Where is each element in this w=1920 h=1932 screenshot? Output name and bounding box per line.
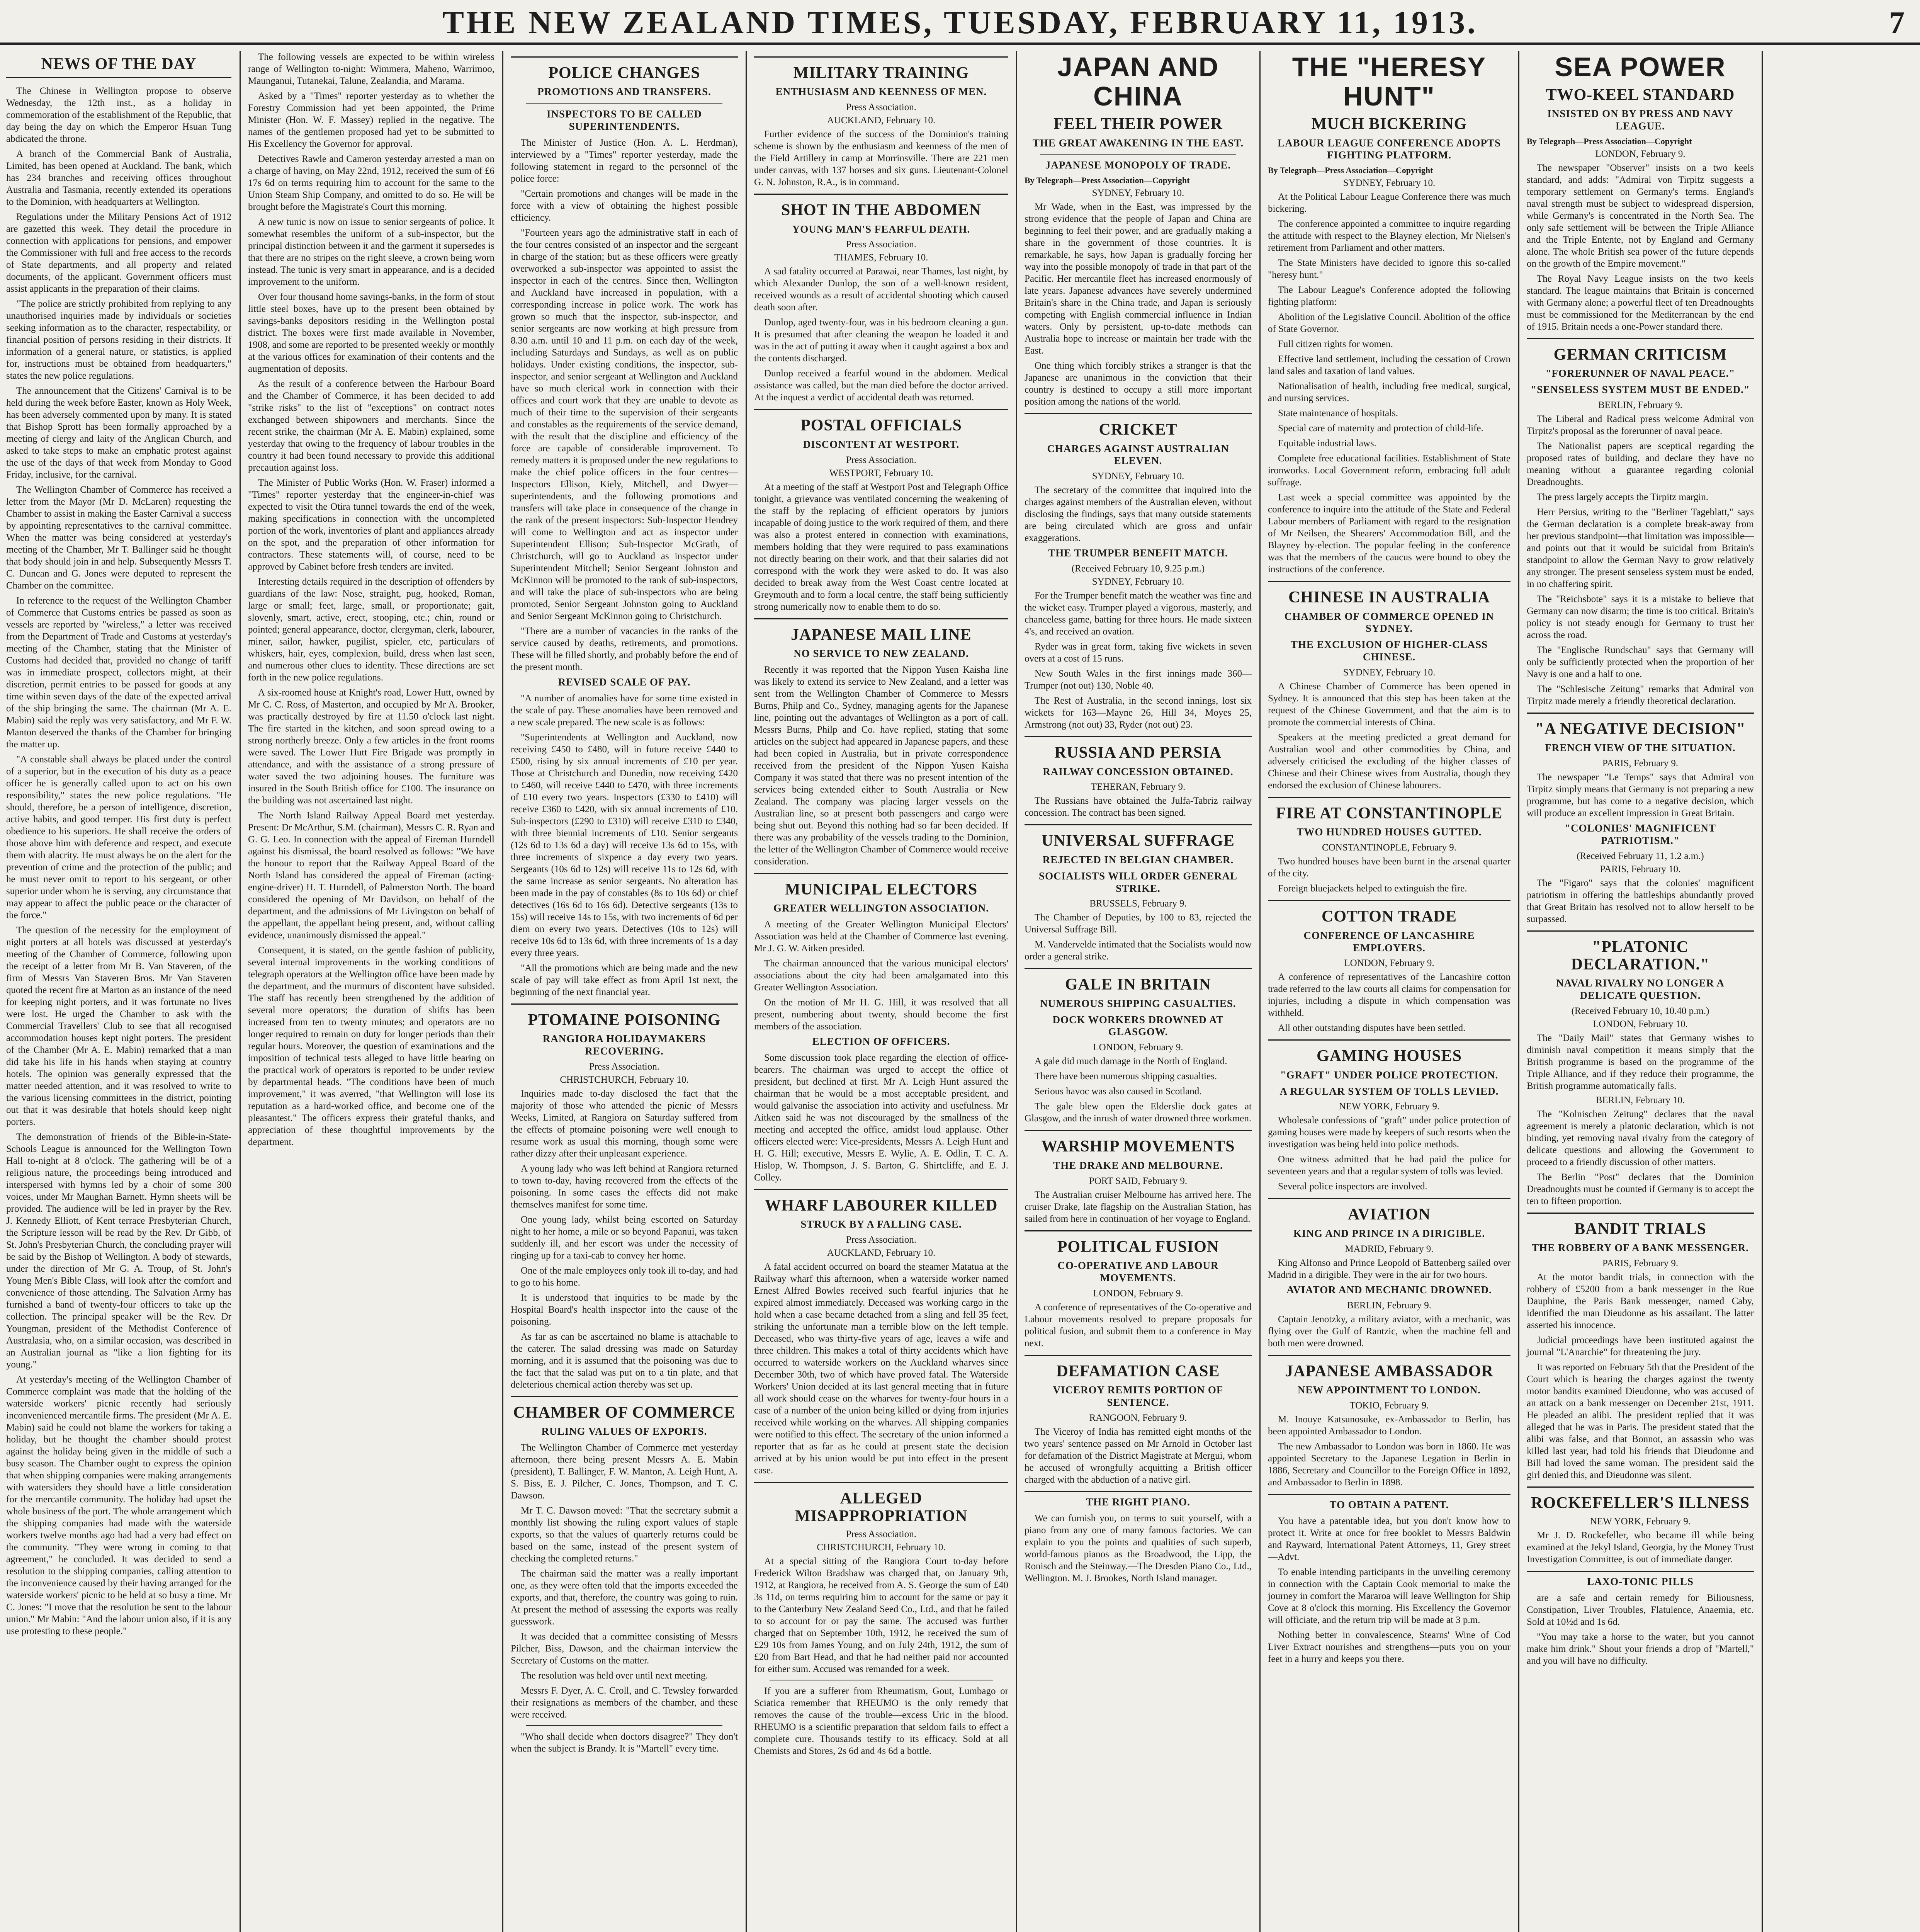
article-headline: TWO-KEEL STANDARD — [1546, 86, 1735, 104]
article-fire-at-constantinople — [1268, 797, 1511, 895]
news-paragraph: The announcement that the Citizens' Carnival is to be held during the week before Easter, known as Holy Week, has been adversely commented upon by many. It is stated that Bishop Sprott has been formally approached by a meeting of clergy and laity of the Anglican Church, and asked to take steps to make an emphatic protest against the use of the days of that week from Monday to Good Friday, inclusive, for the carnival. — [6, 386, 231, 480]
article-wharf-labourer-killed — [754, 1189, 1008, 1476]
article-paragraph: One thing which forcibly strikes a stranger is that the Japanese are unanimous in the conviction that their country is destined to occupy a still more important position among the nations of the world. — [1025, 361, 1252, 407]
article-paragraph: The Nationalist papers are sceptical regarding the proposed rates of building, and declare they have no meaning without a guarantee regarding colonial Dreadnoughts. — [1527, 440, 1754, 487]
column-sea-power — [1521, 51, 1760, 1932]
news-paragraph: Consequent, it is stated, on the gentle fashion of publicity, several internal improvements in the working conditions of telegraph operators at the Wellington office have been made by the department, and the murmurs of discontent have subsided. The staff has recently been strengthened by the addition of several more operators; the duration of shifts has been increased from ten to twenty minutes; and operators are no longer required to remain on duty for longer periods than their regular hours. Moreover, the question of examinations and the imposition of technical tests alleged to have little bearing on the practical work of operators is reported to be under review by departmental heads. "The conditions have been of much improvement," it was averred, "that Wellington will lose its reputation as a hard-worked office, and become one of the pleasantest." The officers express their grateful thanks, and appreciation of these thoughtful improvements by the department. — [248, 945, 494, 1147]
article-paragraph: A gale did much damage in the North of England. — [1035, 1056, 1227, 1067]
news-paragraph: Asked by a "Times" reporter yesterday as to whether the Forestry Commission had yet been appointed, the Prime Minister (Hon. W. F. Massey) replied in the negative. The names of the gentlemen proposed had yet to be submitted to His Excellency the Governor for approval. — [248, 91, 494, 149]
article-paragraph: There have been numerous shipping casualties. — [1035, 1071, 1217, 1082]
press-credit: Press Association. — [846, 239, 916, 250]
article-headline: FEEL THEIR POWER — [1053, 115, 1223, 133]
advertisement-text: We can furnish you, on terms to suit yourself, with a piano from any one of many famous factories. We can explain to you the points and qualities of such superb, world-famous pianos as the Broadwood, the Lipp, the Ronisch and the Steinway.—The Dresden Piano Co., Ltd., Wellington. M. J. Brookes, North Island manager. — [1025, 1513, 1252, 1583]
dateline: TEHERAN, February 9. — [1091, 782, 1186, 793]
press-credit: Press Association. — [846, 1529, 916, 1539]
article-paragraph: Dunlop, aged twenty-four, was in his bedroom cleaning a gun. It is presumed that after cleaning the weapon he loaded it and was in the act of putting it away when it caught against a box and the contents discharged. — [754, 317, 1008, 364]
dateline: PORT SAID, February 9. — [1089, 1175, 1188, 1186]
article-universal-suffrage — [1025, 824, 1252, 963]
article-headline: UNIVERSAL SUFFRAGE — [1042, 832, 1235, 850]
advertisement-heading: TO OBTAIN A PATENT. — [1329, 1498, 1449, 1510]
article-subhead: THE GREAT AWAKENING IN THE EAST. — [1032, 137, 1244, 149]
news-paragraph: Over four thousand home savings-banks, in the form of stout little steel boxes, have up to the present been obtained by savings-banks depositors residing in the Wellington postal district. The boxes were first made available in November, 1908, and some are reported to be presented weekly or monthly at the various offices for examination of their contents and the augmentation of deposits. — [248, 292, 494, 374]
article-defamation-case — [1025, 1355, 1252, 1486]
column-rule — [746, 51, 747, 1932]
press-credit: Press Association. — [846, 454, 916, 465]
article-headline: BANDIT TRIALS — [1574, 1220, 1706, 1238]
article-subhead: JAPANESE MONOPOLY OF TRADE. — [1045, 159, 1231, 171]
column-rule — [1762, 51, 1763, 1932]
article-feel-their-power — [1025, 116, 1252, 408]
dateline: NEW YORK, February 9. — [1590, 1516, 1691, 1527]
article-paragraph: Two hundred houses have been burnt in the arsenal quarter of the city. — [1268, 856, 1511, 879]
article-headline: GERMAN CRITICISM — [1553, 345, 1727, 364]
article-paragraph: A Chinese Chamber of Commerce has been opened in Sydney. It is announced that this step has been taken at the request of the Chinese Government, and that the aim is to promote the commercial interests of China. — [1268, 681, 1511, 728]
news-paragraph: The North Island Railway Appeal Board met yesterday. Present: Dr McArthur, S.M. (chairman), Messrs C. R. Ryan and G. G. Leo. In connection with the appeal of Fireman Hurndell against his dismissal, the board resolved as follows: "We have the honour to report that the Railway Appeal Board of the North Island has considered the appeal of Fireman (acting-engine-driver) H. T. Hurndell, of Palmerston North. The board considered the opening of Mr Davidson, on behalf of the department, and the admissions of Mr Livingston on behalf of the appellant, the appellant being present, and, without calling evidence, unanimously dismissed the appeal." — [248, 810, 494, 940]
article-subhead: CHAMBER OF COMMERCE OPENED IN SYDNEY. — [1284, 610, 1494, 634]
article-subhead: "GRAFT" UNDER POLICE PROTECTION. — [1280, 1069, 1499, 1081]
article-headline: CHAMBER OF COMMERCE — [513, 1403, 736, 1422]
dateline: PARIS, February 9. — [1602, 758, 1679, 769]
news-paragraph: Interesting details required in the description of offenders by guardians of the law: Nose, straight, pug, hooked, Roman, large or small; feet, large, small, or proportionate; gait, slovenly, smart, active, erect, stooping, etc.; chin, round or pointed; general appearance, doctor, clergyman, clerk, labourer, miner, sailor, hawker, pugilist, spieler, etc, particulars of whiskers, hair, eyes, complexion, build, dress when last seen, and numerous other clues to identity. These directions are set forth in the new police regulations. — [248, 577, 494, 683]
article-subhead: NUMEROUS SHIPPING CASUALTIES. — [1040, 997, 1236, 1009]
article-paragraph: "All the promotions which are being made and the new scale of pay will take effect as from April 1st next, the beginning of the next financial year. — [511, 963, 738, 997]
article-russia-and-persia — [1025, 736, 1252, 819]
advertisement-piano — [1025, 1491, 1252, 1584]
article-subhead: ELECTION OF OFFICERS. — [812, 1036, 950, 1048]
platform-item: Abolition of the Legislative Council. Abolition of the office of State Governor. — [1268, 312, 1511, 335]
section-headline: JAPAN AND CHINA — [1057, 52, 1219, 111]
article-paragraph: New South Wales in the first innings made 360—Trumper (not out) 130, Noble 40. — [1025, 668, 1252, 691]
article-paragraph: A meeting of the Greater Wellington Municipal Electors' Association was held at the Chamber of Commerce last evening. Mr J. G. W. Aitken presided. — [754, 919, 1008, 954]
news-paragraph: Detectives Rawle and Cameron yesterday arrested a man on a charge of having, on May 22nd, 1912, received the sum of £6 17s 6d on terms requiring him to account for the same to the Union Steam Ship Company, and omitted to do so. He will be brought before the Magistrate's Court this morning. — [248, 154, 494, 212]
news-paragraph: The Chinese in Wellington propose to observe Wednesday, the 12th inst., as a holiday in commemoration of the establishment of the Republic, that day being the day on which the Emperor Hsuan Tung abdicated the throne. — [6, 86, 231, 145]
article-german-criticism — [1527, 338, 1754, 707]
article-paragraph: At the Political Labour League Conference there was much bickering. — [1268, 192, 1511, 214]
article-subhead: VICEROY REMITS PORTION OF SENTENCE. — [1053, 1384, 1223, 1408]
masthead — [0, 0, 1920, 45]
article-aviation — [1268, 1198, 1511, 1349]
article-paragraph: The Minister of Justice (Hon. A. L. Herdman), interviewed by a "Times" reporter yesterday, made the following statement in regard to the personnel of the police force: — [511, 137, 738, 184]
dateline: NEW YORK, February 9. — [1339, 1101, 1440, 1112]
article-subhead: TWO HUNDRED HOUSES GUTTED. — [1296, 826, 1482, 838]
article-headline: SHOT IN THE ABDOMEN — [781, 201, 982, 219]
article-subhead: NO SERVICE TO NEW ZEALAND. — [793, 648, 969, 660]
page-number: 7 — [1889, 6, 1905, 40]
article-subhead: DOCK WORKERS DROWNED AT GLASGOW. — [1052, 1014, 1224, 1038]
news-paragraph: As the result of a conference between the Harbour Board and the Chamber of Commerce, it has been decided to add "strike risks" to the list of "exceptions" on contract notes exchanged between shipowners and merchants. Since the recent strike, the chairman (Mr A. E. Mabin) explained, some yesterday that owing to the frequency of labour troubles in the country it had been found necessary to provide this additional precaution against loss. — [248, 379, 494, 473]
dateline: MADRID, February 9. — [1345, 1243, 1434, 1254]
advertisement-text: "You may take a horse to the water, but you cannot make him drink." Shout your friends a drop of "Martell," and you will have no difficulty. — [1527, 1631, 1754, 1666]
article-paragraph: Several police inspectors are involved. — [1278, 1181, 1427, 1192]
column-news-continued — [242, 51, 501, 1932]
news-paragraph: A branch of the Commercial Bank of Australia, Limited, has been opened at Auckland. The bank, which has 234 branches and receiving offices throughout Australia and Tasmania, recently extended its operations to the Dominion, with headquarters at Wellington. — [6, 149, 231, 207]
article-headline: DEFAMATION CASE — [1056, 1362, 1220, 1380]
article-paragraph: Judicial proceedings have been instituted against the journal "L'Anarchie" for threatening the jury. — [1527, 1335, 1754, 1358]
article-paragraph: Mr T. C. Dawson moved: "That the secretary submit a monthly list showing the ruling export values of staple exports, so that the values of quarterly returns could be based on the same, instead of the present system of checking the completed returns." — [511, 1505, 738, 1564]
article-paragraph: The newspaper "Le Temps" says that Admiral von Tirpitz simply means that Germany is not preparing a new programme, but has come to a negative decision, which will produce an excellent impression in Great Britain. — [1527, 772, 1754, 818]
news-paragraph: In reference to the request of the Wellington Chamber of Commerce that Customs entries be passed as soon as vessels are reported by "wireless," a letter was received from the Department of Trade and Customs at yesterday's meeting of the Chamber, stating that the Minister of Customs had decided that, provided no change of tariff was in immediate prospect, collectors might, at their discretion, permit entries to be passed for goods at any time within seven days of the date of the expected arrival of the ship bringing the same. The chairman (Mr A. E. Mabin) said the reply was very satisfactory, and Mr F. W. Manton deserved the thanks of the Chamber for bringing the matter up. — [6, 595, 231, 750]
article-two-keel-standard — [1527, 87, 1754, 333]
news-paragraph: "A constable shall always be placed under the control of a superior, but in the execution of his duty as a peace officer he is generally called upon to act on his own responsibility," states the new police regulations. "He should, therefore, be a person of intelligence, discretion, active habits, and good temper. His first duty is perfect obedience to his superiors. He shall receive the orders of those above him with deference and respect, and execute them with alacrity. He must always be on the alert for the prevention of crime and the protection of the public; and he must never omit to report to his sergeant, or other superior under whom he is serving, any circumstance that may appear to affect the public peace or the character of the force." — [6, 754, 231, 921]
article-political-fusion — [1025, 1230, 1252, 1349]
article-paragraph: Some discussion took place regarding the election of office-bearers. The chairman was urged to accept the office of president, but declined at first. Mr A. Leigh Hunt assured the chairman that he would be a most acceptable president, and would galvanise the association into activity and usefulness. Mr Aitken said he was not discouraged by the smallness of the meeting and accepted the office, amidst loud applause. Other officers elected were: Vice-presidents, Messrs A. Leigh Hunt and H. G. Hill; executive, Messrs E. Wylie, A. E. Odlin, T. C. A. Hislop, W. Thompson, J. S. Barton, G. Shirtcliffe, and E. J. Colley. — [754, 1052, 1008, 1183]
article-headline: JAPANESE AMBASSADOR — [1285, 1362, 1494, 1380]
article-paragraph: A conference of representatives of the Co-operative and Labour movements resolved to prepare proposals for political fusion, and submit them to a conference in May next. — [1025, 1302, 1252, 1349]
article-subhead: CONFERENCE OF LANCASHIRE EMPLOYERS. — [1303, 929, 1475, 954]
divider — [526, 103, 722, 104]
article-paragraph: The conference appointed a committee to inquire regarding the attitude with respect to the Blayney election, Mr Nielsen's retirement from Parliament and other matters. — [1268, 219, 1511, 253]
article-subhead: CHARGES AGAINST AUSTRALIAN ELEVEN. — [1047, 442, 1229, 467]
column-rule — [1016, 51, 1017, 1932]
column-police-changes — [505, 51, 744, 1932]
dateline: TOKIO, February 9. — [1349, 1400, 1429, 1411]
advertisement-laxo-tonic — [1527, 1571, 1754, 1667]
dateline: AUCKLAND, February 10. — [827, 115, 936, 126]
article-headline: AVIATION — [1347, 1206, 1431, 1224]
article-paragraph: At the motor bandit trials, in connection with the robbery of £5200 from a bank messenger in the Rue Dauphine, the Paris Bank messenger, named Caby, identified the man Dieudonne as his assailant. The latter asserted his innocence. — [1527, 1272, 1754, 1331]
article-headline: CHINESE IN AUSTRALIA — [1288, 588, 1490, 607]
article-headline: GALE IN BRITAIN — [1065, 976, 1211, 994]
article-paragraph: On the motion of Mr H. G. Hill, it was resolved that all present, numbering about twenty, should become the first members of the association. — [754, 997, 1008, 1032]
article-subhead: INSISTED ON BY PRESS AND NAVY LEAGUE. — [1547, 107, 1733, 132]
dateline: THAMES, February 10. — [834, 252, 928, 263]
article-gaming-houses — [1268, 1039, 1511, 1192]
article-paragraph: "There are a number of vacancies in the ranks of the service caused by deaths, retirements, and promotions. These will be filled shortly, and probably before the end of the present month. — [511, 626, 738, 672]
article-subhead: PROMOTIONS AND TRANSFERS. — [537, 86, 711, 98]
article-paragraph: One of the male employees only took ill to-day, and had to go to his home. — [511, 1265, 738, 1288]
article-headline: PTOMAINE POISONING — [528, 1011, 721, 1029]
dateline: BRUSSELS, February 9. — [1089, 898, 1187, 909]
article-paragraph: The newspaper "Observer" insists on a two keels standard, and adds: "Admiral von Tirpitz suggests a temporary settlement on Germany's terms. England's naval strength must be subject to widespread dispersion, while Germany's is concentrated in the North Sea. The only safe settlement will be between the Triple Alliance and the Triple Entente, not by England and Germany alone. The whole British sea power of the future depends on the growth of the Empire movement." — [1527, 162, 1754, 269]
article-paragraph: One young lady, whilst being escorted on Saturday night to her home, a mile or so beyond Papanui, was taken suddenly ill, and her escort was under the necessity of ringing up for a taxi-cab to convey her home. — [511, 1214, 738, 1261]
article-police-changes — [511, 56, 738, 998]
platform-item: Special care of maternity and protection of child-life. — [1278, 423, 1483, 434]
article-paragraph: Speakers at the meeting predicted a great demand for Australian wool and other commodities by China, and adversely criticised the excluding of the higher classes of Chinese and their Chinese wives from Australia, though they endorsed the exclusion of Chinese labourers. — [1268, 732, 1511, 791]
dateline: LONDON, February 9. — [1344, 958, 1434, 969]
article-headline: POSTAL OFFICIALS — [800, 417, 962, 435]
article-shot-in-the-abdomen — [754, 194, 1008, 403]
article-paragraph: The "Kolnischen Zeitung" declares that the naval agreement is merely a platonic declaration, which is not binding, yet removing naval rivalry from the category of delicate questions and allowing the Government to proceed to a friendly discussion of other matters. — [1527, 1109, 1754, 1168]
column-rule — [240, 51, 241, 1932]
news-paragraph: To enable intending participants in the unveiling ceremony in connection with the Captain Cook memorial to make the journey in comfort the Mararoa will leave Wellington for Ship Cove at 8 o'clock this morning. His Excellency the Governor will officiate, and the return trip will be made at 3 p.m. — [1268, 1566, 1511, 1625]
dateline: BERLIN, February 9. — [1598, 400, 1683, 410]
article-chinese-in-australia — [1268, 581, 1511, 791]
article-subhead: THE DRAKE AND MELBOURNE. — [1053, 1159, 1223, 1171]
advertisement-text: You have a patentable idea, but you don't know how to protect it. Write at once for free booklet to Messrs Baldwin and Rayward, International Patent Attorneys, 11, Grey street—Advt. — [1268, 1515, 1511, 1562]
newspaper-title: THE NEW ZEALAND TIMES, TUESDAY, FEBRUARY 11, 1913. — [442, 5, 1478, 41]
article-headline: MUCH BICKERING — [1311, 115, 1467, 133]
article-paragraph: Ryder was in great form, taking five wickets in seven overs at a cost of 15 runs. — [1025, 641, 1252, 664]
article-subhead: LABOUR LEAGUE CONFERENCE ADOPTS FIGHTING PLATFORM. — [1278, 137, 1501, 161]
dateline: LONDON, February 9. — [1093, 1042, 1183, 1053]
dateline: SYDNEY, February 10. — [1343, 667, 1436, 678]
article-paragraph: The chairman said the matter was a really important one, as they were often told that the imports exceeded the exports, and that, therefore, the country was going to ruin. At present the method of assessing the exports was really guesswork. — [511, 1568, 738, 1627]
article-subhead: NEW APPOINTMENT TO LONDON. — [1297, 1384, 1481, 1396]
dateline: CONSTANTINOPLE, February 9. — [1322, 842, 1456, 853]
article-headline: ROCKEFELLER'S ILLNESS — [1531, 1494, 1750, 1512]
news-paragraph: A new tunic is now on issue to senior sergeants of police. It somewhat resembles the uniform of a sub-inspector, but the principal distinction between it and the garment it supersedes is that there are no stripes on the right sleeve, a crown being worn instead. The tunic is very smart in appearance, and is a decided improvement to the uniform. — [248, 217, 494, 287]
article-paragraph: The gale blew open the Elderslie dock gates at Glasgow, and the inrush of water drowned three workmen. — [1025, 1101, 1252, 1124]
article-headline: WHARF LABOURER KILLED — [765, 1196, 998, 1214]
article-subhead: "FORERUNNER OF NAVAL PEACE." — [1545, 367, 1735, 379]
platform-item: State maintenance of hospitals. — [1278, 408, 1398, 419]
article-military-training — [754, 56, 1008, 188]
article-paragraph: M. Vandervelde intimated that the Socialists would now order a general strike. — [1025, 939, 1252, 962]
article-bandit-trials — [1527, 1213, 1754, 1481]
article-subhead: GREATER WELLINGTON ASSOCIATION. — [773, 902, 989, 914]
column-japan-and-china — [1018, 51, 1258, 1932]
article-subhead: DISCONTENT AT WESTPORT. — [803, 438, 960, 450]
article-paragraph: Herr Persius, writing to the "Berliner Tageblatt," says the German declaration is a complete break-away from her previous standpoint—that limitation was impossible—and points out that it would be suicidal from Britain's standpoint to allow the German Navy to grow relatively any stronger. The present senseless system must be ended, in no chaffering spirit. — [1527, 507, 1754, 589]
section-headline: SEA POWER — [1555, 52, 1726, 82]
article-headline: POLICE CHANGES — [548, 64, 700, 82]
article-subhead: THE TRUMPER BENEFIT MATCH. — [1048, 547, 1228, 559]
article-headline: MUNICIPAL ELECTORS — [785, 880, 978, 898]
article-paragraph: The Viceroy of India has remitted eight months of the two years' sentence passed on Mr Arnold in October last for defamation of the District Magistrate at Mergui, whom he accused of wrongfully acquitting a British officer charged with the abduction of a native girl. — [1025, 1426, 1252, 1485]
article-paragraph: A conference of representatives of the Lancashire cotton trade referred to the law courts all claims for compensation for injuries, including a dispute in which compensation was withheld. — [1268, 972, 1511, 1019]
article-headline: POLITICAL FUSION — [1057, 1238, 1219, 1256]
article-paragraph: The Russians have obtained the Julfa-Tabriz railway concession. The contract has been signed. — [1025, 796, 1252, 818]
article-paragraph: At a meeting of the staff at Westport Post and Telegraph Office tonight, a grievance was ventilated concerning the weakening of the staff by the replacing of efficient operators by juniors incapable of doing justice to the work required of them, and there was also a protest entered in connection with examinations, members holding that they were required to pass examinations not directly bearing on their work, and that their salaries did not correspond with the work they were asked to do. It was also decided to break away from the West Coast centre located at Greymouth and to form a local centre, the staff being sufficiently strong numerically now to enable them to do so. — [754, 481, 1008, 612]
news-paragraph: The Wellington Chamber of Commerce has received a letter from the Mayor (Mr D. McLaren) requesting the Chamber to assist in making the Easter Carnival a success by appointing representatives to the carnival committee. When the matter was being considered at yesterday's meeting of the Chamber, Mr T. Ballinger said he thought that body should join in and help. Subsequently Messrs T. C. Duncan and G. Jones were deputed to represent the Chamber on the committee. — [6, 485, 231, 591]
article-paragraph: At a special sitting of the Rangiora Court to-day before Frederick Wilton Bradshaw was charged that, on January 9th, 1912, at Rangiora, he received from A. S. George the sum of £40 3s 11d, on terms requiring him to account for the same or pay it to the Canterbury New Zealand Seed Co., Ltd., and that he failed to so account for or pay the same. The accused was further charged that on September 10th, 1912, he received the sum of £29 10s from James Young, and on July 24th, 1912, the sum of £20 from Bart Head, and that he had neither paid nor accounted for either sum. Accused was remanded for a week. — [754, 1556, 1008, 1674]
article-paragraph: It was decided that a committee consisting of Messrs Pilcher, Biss, Dawson, and the chairman interview the Secretary of Customs on the matter. — [511, 1631, 738, 1666]
dateline: RANGOON, February 9. — [1089, 1412, 1187, 1423]
article-headline: FIRE AT CONSTANTINOPLE — [1276, 804, 1503, 823]
column-rule — [502, 51, 503, 1932]
article-paragraph: Wholesale confessions of "graft" under police protection of gaming houses were made by keepers of such resorts when the investigation was being held into police methods. — [1268, 1115, 1511, 1150]
article-paragraph: The Liberal and Radical press welcome Admiral von Tirpitz's proposal as the forerunner of naval peace. — [1527, 413, 1754, 436]
article-subhead: CO-OPERATIVE AND LABOUR MOVEMENTS. — [1057, 1259, 1219, 1284]
article-paragraph: Captain Jenotzky, a military aviator, with a mechanic, was flying over the Gulf of Rantzic, when the machine fell and both men were drowned. — [1268, 1314, 1511, 1349]
dateline: AUCKLAND, February 10. — [827, 1248, 936, 1259]
article-paragraph: A young lady who was left behind at Rangiora returned to town to-day, having recovered from the effects of the poisoning. In some cases the effects did not make themselves manifest for some time. — [511, 1163, 738, 1210]
divider — [526, 1725, 722, 1726]
article-rockefellers-illness — [1527, 1486, 1754, 1565]
article-municipal-electors — [754, 873, 1008, 1184]
article-paragraph: Dunlop received a fearful wound in the abdomen. Medical assistance was called, but the man died before the doctor arrived. At the inquest a verdict of accidental death was returned. — [754, 368, 1008, 403]
dateline: LONDON, February 10. — [1593, 1019, 1688, 1030]
article-japanese-ambassador — [1268, 1355, 1511, 1488]
article-paragraph: Mr Wade, when in the East, was impressed by the strong evidence that the people of Japan and China are beginning to feel their power, and are gradually making a share in the government of those countries. It is remarkable, he says, how Japan is gradually forcing her way into the possible monopoly of trade in that part of the Pacific. Her mercantile fleet has increased enormously of late years. Japanese advances have severely undermined Britain's share in the China trade, and Japan is seriously competing with English commercial influence in Indian waters. Only by persistent, up-to-date methods can Australia hope to increase or maintain her trade with the East. — [1025, 202, 1252, 356]
article-paragraph: It is understood that inquiries to be made by the Hospital Board's health inspector into the cause of the poisoning. — [511, 1292, 738, 1327]
article-paragraph: "Fourteen years ago the administrative staff in each of the four centres consisted of an inspector and the sergeant in charge of the station; but as these officers were greatly overworked a sub-inspector was appointed to assist the inspector in each of the centres. Since then, Wellington and Auckland have increased in population, with a corresponding increase in police work. The work has grown so much that the inspector, sub-inspector, and senior sergeants are now working at high pressure from 8.30 a.m. until 10 and 11 p.m. on each day of the week, including Saturdays and Sundays, as well as on public holidays. Under existing conditions, the inspector, sub-inspector, and senior sergeant at Wellington and Auckland have so much clerical work in connection with their offices and court work that they are unable to devote as much of their time to the supervision of their sergeants and constables as the requirements of the service demand, with the result that the discipline and efficiency of the force are capable of considerable improvement. To remedy matters it is proposed under the new regulations to make the chief police officers in the four centres—Inspectors Ellison, Kiely, Mitchell, and Dwyer—superintendents, and the following promotions and transfers will take place in consequence of the change in the rank of the present inspectors: Sub-Inspector Hendrey will come to Wellington and act as inspector under Superintendent Ellison; Sub-Inspector McGrath, of Christchurch, will go to Auckland as inspector under Superintendent Mitchell; Senior Sergeant Johnston and McKinnon will be promoted to the rank of sub-inspectors, and will take the place of sub-inspectors who are being promoted, Senior Sergeant Johnston going to Auckland and Senior Sergeant McKinnon going to Christchurch. — [511, 227, 738, 621]
news-paragraph: The demonstration of friends of the Bible-in-State-Schools League is announced for the Wellington Town Hall to-night at 8 o'clock. The gathering will be of a religious nature, the proceedings being introduced and interspersed with hymns led by a choir of some 300 voices, under Mr Maughan Barnett. Hymn sheets will be provided. The audience will be led in prayer by the Rev. J. Kennedy Elliott, of Kent terrace Presbyterian Church, the Scripture lesson will be read by the Rev. Dr Gibb, of St. John's Presbyterian Church, the concluding prayer will be said by the Bishop of Wellington. A body of stewards, under the direction of Mr G. A. Troup, of St. John's Young Men's Bible Class, will look after the comfort and convenience of those attending. The Salvation Army has furnished a band of twenty-four officers to take up the collection. The principal speaker will be the Rev. Dr Youngman, president of the Methodist Conference of Australasia, who, on a similar occasion, was described in an Australian journal as "like a lion fighting for its young." — [6, 1132, 231, 1370]
article-paragraph: All other outstanding disputes have been settled. — [1278, 1023, 1466, 1034]
article-headline: "A NEGATIVE DECISION" — [1535, 720, 1746, 738]
article-paragraph: Last week a special committee was appointed by the conference to inquire into the attitude of the State and Federal Labour members of Parliament with regard to the resignation of Mr Neilsen, the Shearers' Accommodation Bill, and the Blayney by-election. The popular feeling in the conference was that the members of the caucus were bound to obey the instructions of the conference. — [1268, 492, 1511, 575]
article-headline: "PLATONIC DECLARATION." — [1571, 938, 1710, 974]
platform-item: Full citizen rights for women. — [1278, 339, 1393, 350]
article-subhead: ENTHUSIASM AND KEENNESS OF MEN. — [775, 86, 987, 98]
article-paragraph: Messrs F. Dyer, A. C. Croll, and C. Tewsley forwarded their resignations as members of the chamber, and these were received. — [511, 1685, 738, 1720]
received-time: (Received February 10, 9.25 p.m.) — [1071, 563, 1205, 574]
article-postal-officials — [754, 409, 1008, 612]
dateline: CHRISTCHURCH, February 10. — [817, 1542, 946, 1553]
article-paragraph: As far as can be ascertained no blame is attachable to the caterer. The salad dressing was made on Saturday morning, and it is assumed that the poisoning was due to the fact that the salad was put on to a tin plate, and that deleterious chemical action thereby was set up. — [511, 1331, 738, 1390]
news-paragraph: The following vessels are expected to be within wireless range of Wellington to-night: Wimmera, Maheno, Warrimoo, Maunganui, Tutanekai, Talune, Zealandia, and Marama. — [248, 52, 494, 86]
article-cotton-trade — [1268, 900, 1511, 1034]
article-paragraph: One witness admitted that he had paid the police for seventeen years and that a regular system of tolls was levied. — [1268, 1154, 1511, 1177]
article-headline: ALLEGED MISAPPROPRIATION — [795, 1490, 968, 1525]
article-paragraph: It was reported on February 5th that the President of the Court which is hearing the charges against the twenty motor bandits examined Dieudonne, who was accused of an attack on a bank messenger on December 21st, 1911. He pleaded an alibi. The president replied that it was alleged that he was in Paris. The president stated that the alibi was false, and that Bonnot, an assassin who was killed last year, had told his friends that Dieudonne and Bill had loved the same woman. The president said the girl denied this, and Dieudonne was silent. — [1527, 1362, 1754, 1481]
article-subhead: "SENSELESS SYSTEM MUST BE ENDED." — [1531, 383, 1750, 395]
dateline: PARIS, February 10. — [1600, 864, 1681, 874]
dateline: SYDNEY, February 10. — [1343, 178, 1436, 189]
news-paragraph: The question of the necessity for the employment of night porters at all hotels was discussed at yesterday's meeting of the Chamber of Commerce, following upon the receipt of a letter from Mr B. Van Staveren, of the firm of Messrs Van Staveren Bros. Mr Van Staveren quoted the recent fire at Marton as an instance of the need for keeping night porters, and it was fortunate no lives were lost. He urged the Chamber to ask with the Commercial Travellers' Club to see that all recognised accommodation houses kept night porters. The president of the Chamber (Mr A. E. Mabin) remarked that a man did take his life in his hands when staying at country hotels. The opinion was generally expressed that the matter needed attention, and it was resolved to write to the various licensing committees in the district, pointing out that it was desirable that hotels should keep night porters. — [6, 925, 231, 1128]
received-time: (Received February 10, 10.40 p.m.) — [1571, 1006, 1709, 1017]
article-paragraph: The Berlin "Post" declares that the Dominion Dreadnoughts must be counted if Germany is to accept the ten to fifteen proportion. — [1527, 1172, 1754, 1207]
platform-item: Effective land settlement, including the cessation of Crown land sales and taxation of land values. — [1268, 354, 1511, 377]
platform-item: Complete free educational facilities. Establishment of State ironworks. Local Government reform, embracing full adult suffrage. — [1268, 453, 1511, 488]
article-paragraph: A sad fatality occurred at Parawai, near Thames, last night, by which Alexander Dunlop, the son of a well-known resident, received wounds as a result of accidental shooting which caused death soon after. — [754, 266, 1008, 313]
dateline: PARIS, February 9. — [1602, 1258, 1679, 1269]
article-headline: WARSHIP MOVEMENTS — [1041, 1138, 1235, 1156]
article-subhead: AVIATOR AND MECHANIC DROWNED. — [1286, 1284, 1492, 1296]
article-paragraph: Recently it was reported that the Nippon Yusen Kaisha line was likely to extend its service to New Zealand, and a letter was sent from the Wellington Chamber of Commerce to Messrs Burns, Philp and Co., Sydney, managing agents for the Japanese line, pointing out the advantages of Wellington as a port of call. Messrs Burns, Philp and Co. have replied, stating that some articles on the subject had appeared in Japanese papers, and these had been copied in Australia, but in private correspondence received from the president of the Nippon Yusen Kaisha Company it was stated that there was no present intention of the services being extended either to South Australia or New Zealand. The company was placing larger vessels on the Australian line, so at present both passengers and cargo were being shut out. Beyond this nothing had so far been decided. If there was any probability of the vessels trading to the Dominion, the letter of the Wellington Chamber of Commerce would receive consideration. — [754, 664, 1008, 867]
article-paragraph: The Wellington Chamber of Commerce met yesterday afternoon, there being present Messrs A. E. Mabin (president), T. Ballinger, F. W. Manton, A. Leigh Hunt, A. S. Biss, E. J. Pilcher, C. Jones, Thompson, and T. C. Dawson. — [511, 1442, 738, 1501]
article-subhead: RAILWAY CONCESSION OBTAINED. — [1043, 765, 1234, 777]
received-time: (Received February 11, 1.2 a.m.) — [1577, 850, 1704, 861]
article-paragraph: M. Inouye Katsunosuke, ex-Ambassador to Berlin, has been appointed Ambassador to London. — [1268, 1414, 1511, 1437]
article-headline: RUSSIA AND PERSIA — [1054, 744, 1222, 762]
article-paragraph: The Rest of Australia, in the second innings, lost six wickets for 163—Mayne 26, Hill 34, Moyes 25, Armstrong (not out) 33, Ryder (not out) 23. — [1025, 696, 1252, 730]
article-paragraph: King Alfonso and Prince Leopold of Battenberg sailed over Madrid in a dirigible. They were in the air for two hours. — [1268, 1257, 1511, 1280]
article-subhead: "COLONIES' MAGNIFICENT PATRIOTISM." — [1565, 822, 1716, 846]
divider — [1040, 154, 1236, 155]
article-paragraph: The secretary of the committee that inquired into the charges against members of the Australian eleven, without disclosing the findings, says that many outside statements are being circulated which are gross and unfair exaggerations. — [1025, 485, 1252, 544]
column-military-training — [748, 51, 1014, 1932]
news-paragraph: A six-roomed house at Knight's road, Lower Hutt, owned by Mr C. C. Ross, of Masterton, and occupied by Mr A. Brooker, was practically destroyed by fire at 11.50 o'clock last night. The fire started in the kitchen, and soon spread owing to a strong northerly breeze. Only a few articles in the front rooms were saved. The Lower Hutt Fire Brigade was promptly in attendance, and with the assistance of a strong pressure of water saved the two adjoining houses. The furniture was insured in the South British office for £100. The insurance on the building was not ascertained last night. — [248, 687, 494, 806]
article-headline: COTTON TRADE — [1321, 908, 1457, 926]
article-subhead: REVISED SCALE OF PAY. — [558, 676, 691, 688]
article-paragraph: The Australian cruiser Melbourne has arrived here. The cruiser Drake, late flagship on the Australian Station, has sailed from here in continuation of her voyage to England. — [1025, 1189, 1252, 1224]
column-heresy-hunt — [1262, 51, 1517, 1932]
news-paragraph: The Minister of Public Works (Hon. W. Fraser) informed a "Times" reporter yesterday that the engineer-in-chief was expected to visit the Otira tunnel towards the end of the week, making specifications in connection with the uncompleted portion of the work, inventories of plant and appliances already on the spot, and the preparation of other information for contractors. These statements will, of course, need to be approved by Cabinet before fresh tenders are invited. — [248, 478, 494, 572]
article-subhead: KING AND PRINCE IN A DIRIGIBLE. — [1293, 1227, 1485, 1239]
dateline: WESTPORT, February 10. — [829, 468, 933, 478]
article-subhead: A REGULAR SYSTEM OF TOLLS LEVIED. — [1279, 1085, 1499, 1097]
article-japanese-mail-line — [754, 618, 1008, 867]
article-subhead: THE ROBBERY OF A BANK MESSENGER. — [1532, 1242, 1749, 1254]
article-paragraph: The State Ministers have decided to ignore this so-called "heresy hunt." — [1268, 258, 1511, 281]
press-credit: Press Association. — [846, 102, 916, 113]
platform-item: Nationalisation of health, including free medical, surgical, and nursing services. — [1268, 381, 1511, 404]
article-paragraph: A fatal accident occurred on board the steamer Matatua at the Railway wharf this afternoon, when a waterside worker named Ernest Alfred Bowles received such fearful injuries that he expired almost immediately. Deceased was working cargo in the hold when a case became detached from a sling and fell 35 feet, striking the unfortunate man a terrible blow on the left temple. Deceased, who was thirty-five years of age, leaves a wife and three children. This makes a total of thirty accidents which have occurred to waterside workers on the Auckland wharves since December 30th, two of which have proved fatal. The Waterside Workers' Union decided at its last general meeting that in future all work should cease on the wharves for twenty-four hours in a case of a number of the union being killed or dying from injuries received while working on the wharves. All shipping companies were notified to this effect. The secretary of the union informed a reporter that as far as he could at present state the decision arrived at by his union would be put into effect in the present case. — [754, 1262, 1008, 1476]
article-headline: NEWS OF THE DAY — [6, 56, 231, 78]
column-rule — [1518, 51, 1519, 1932]
article-paragraph: The new Ambassador to London was born in 1860. He was appointed Secretary to the Japanese Legation in Berlin in 1886, Secretary and Councillor to the Foreign Office in 1892, and Ambassador to Berlin in 1898. — [1268, 1441, 1511, 1488]
article-subhead: RANGIORA HOLIDAYMAKERS RECOVERING. — [542, 1033, 706, 1057]
article-headline: MILITARY TRAINING — [793, 64, 969, 82]
article-paragraph: The Labour League's Conference adopted the following fighting platform: — [1268, 285, 1511, 308]
article-headline: GAMING HOUSES — [1317, 1047, 1462, 1065]
article-subhead: FRENCH VIEW OF THE SITUATION. — [1545, 742, 1736, 754]
article-subhead: RULING VALUES OF EXPORTS. — [541, 1425, 707, 1437]
dateline: CHRISTCHURCH, February 10. — [560, 1074, 689, 1085]
press-credit: Press Association. — [846, 1235, 916, 1245]
article-subhead: NAVAL RIVALRY NO LONGER A DELICATE QUESTION. — [1556, 977, 1725, 1002]
dateline: LONDON, February 9. — [1595, 148, 1686, 159]
article-paragraph: Mr J. D. Rockefeller, who became ill while being examined at the Jekyl Island, Georgia, by the Money Trust Investigation Committee, is out of immediate danger. — [1527, 1530, 1754, 1565]
article-paragraph: The resolution was held over until next meeting. — [521, 1670, 708, 1681]
article-paragraph: The chairman announced that the various municipal electors' associations about the city had been amalgamated into this Greater Wellington Association. — [754, 958, 1008, 993]
article-negative-decision — [1527, 713, 1754, 925]
article-headline: JAPANESE MAIL LINE — [791, 626, 972, 644]
article-platonic-declaration — [1527, 930, 1754, 1207]
dateline: BERLIN, February 9. — [1347, 1300, 1432, 1311]
article-paragraph: The "Figaro" says that the colonies' magnificent patriotism in offering the battleships abundantly proved that Great Britain has resolved not to allow herself to be surpassed. — [1527, 878, 1754, 924]
dateline: LONDON, February 9. — [1093, 1288, 1183, 1299]
article-subhead: REJECTED IN BELGIAN CHAMBER. — [1042, 854, 1234, 866]
article-paragraph: The "Reichsbote" says it is a mistake to believe that Germany can now disarm; the time is too critical. Britain's policy is not steady enough for Germany to trust her across the road. — [1527, 594, 1754, 640]
article-paragraph: Further evidence of the success of the Dominion's training scheme is shown by the enthusiasm and keenness of the men of the Field Artillery in camp at Morrinsville. There are 221 men under canvas, with 137 horses and six guns. Lieutenant-Colonel G. N. Johnston, R.A., is in command. — [754, 129, 1008, 188]
article-paragraph: The Royal Navy League insists on the two keels standard. The league maintains that Britain is concerned with Germany alone; a powerful fleet of ten Dreadnoughts must be commissioned for the Mediterranean by the end of 1915. Britain needs a one-Power standard there. — [1527, 273, 1754, 332]
article-paragraph: Serious havoc was also caused in Scotland. — [1035, 1086, 1202, 1097]
advertisement-text: If you are a sufferer from Rheumatism, Gout, Lumbago or Sciatica remember that RHEUMO is the only remedy that removes the cause of the trouble—excess Uric in the blood. RHEUMO is a scientific preparation that seldom fails to effect a complete cure. Thousands testify to its efficacy. Sold at all Chemists and Stores, 2s 6d and 4s 6d a bottle. — [754, 1685, 1008, 1756]
advertisement-patent — [1268, 1494, 1511, 1665]
article-paragraph: "Certain promotions and changes will be made in the force with a view of obtaining the highest possible efficiency. — [511, 188, 738, 223]
article-paragraph: For the Trumper benefit match the weather was fine and the wicket easy. Trumper played a vigorous, masterly, and chanceless game, batting for three hours. He made sixteen 4's, and received an ovation. — [1025, 590, 1252, 637]
article-paragraph: The Chamber of Deputies, by 100 to 83, rejected the Universal Suffrage Bill. — [1025, 912, 1252, 935]
byline: By Telegraph—Press Association—Copyright — [1268, 165, 1433, 175]
article-ptomaine-poisoning — [511, 1003, 738, 1391]
byline: By Telegraph—Press Association—Copyright — [1025, 175, 1190, 185]
article-subhead: INSPECTORS TO BE CALLED SUPERINTENDENTS. — [547, 108, 702, 133]
article-subhead: THE EXCLUSION OF HIGHER-CLASS CHINESE. — [1290, 639, 1488, 663]
dateline: BERLIN, February 10. — [1595, 1095, 1685, 1106]
article-chamber-of-commerce — [511, 1396, 738, 1755]
advertisement-text: Nothing better in convalescence, Stearns' Wine of Cod Liver Extract nourishes and strengthens—puts you on your feet in a hurry and keeps you there. — [1268, 1629, 1511, 1664]
advertisement-text: are a safe and certain remedy for Biliousness, Constipation, Liver Troubles, Flatulence, Anaemia, etc. Sold at 10½d and 1s 6d. — [1527, 1592, 1754, 1627]
article-subhead: SOCIALISTS WILL ORDER GENERAL STRIKE. — [1039, 870, 1237, 894]
article-paragraph: The "Daily Mail" states that Germany wishes to diminish naval competition it means simply that the British programme is based on the programme of the Triple Alliance, and if they reduce their programme, the British programme automatically falls. — [1527, 1033, 1754, 1092]
article-much-bickering — [1268, 116, 1511, 575]
news-paragraph: Regulations under the Military Pensions Act of 1912 are gazetted this week. They detail the procedure in connection with applications for pensions, and empower the Commissioner with full and free access to the records of State departments, and all property and related documents, of the applicant. Government officers must assist applicants in the preparation of their claims. — [6, 212, 231, 294]
platform-item: Equitable industrial laws. — [1278, 438, 1376, 449]
article-subhead: STRUCK BY A FALLING CASE. — [800, 1218, 962, 1230]
advertisement-heading: LAXO-TONIC PILLS — [1587, 1575, 1694, 1587]
dateline: SYDNEY, February 10. — [1092, 471, 1184, 482]
article-paragraph: "A number of anomalies have for some time existed in the scale of pay. These anomalies have been removed and a new scale prepared. The new scale is as follows: — [511, 693, 738, 728]
article-paragraph: The press largely accepts the Tirpitz margin. — [1537, 492, 1709, 502]
column-news-of-the-day — [0, 51, 238, 1932]
article-alleged-misappropriation — [754, 1482, 1008, 1757]
column-rule — [1259, 51, 1261, 1932]
article-paragraph: Foreign bluejackets helped to extinguish the fire. — [1278, 883, 1467, 894]
article-cricket — [1025, 413, 1252, 731]
advertisement-heading: THE RIGHT PIANO. — [1086, 1496, 1190, 1508]
article-subhead: YOUNG MAN'S FEARFUL DEATH. — [792, 223, 970, 235]
news-paragraph: At yesterday's meeting of the Wellington Chamber of Commerce complaint was made that the holding of the waterside workers' picnic recently had seriously inconvenienced mercantile firms. The president (Mr A. E. Mabin) said he could not blame the workers for taking a holiday, but he thought the chamber should protest against the holiday being given in the middle of such a busy season. The Chamber ought to express the opinion that when shipping companies were making arrangements with watersiders they should have a little consideration for the mercantile community. The holiday had upset the whole business of the port. The whole arrangement which the shipping companies had made with the waterside workers twelve months ago had had a very bad effect on the community. "They were wrong in coming to that agreement," he concluded. It was decided to send a resolution to the shipping companies, calling attention to the inconvenience caused by their having arranged for the waterside workers' picnic to be held at so busy a time. Mr C. Jones: "I move that the resolution be sent to the labour union." Mr Mabin: "And the labour union also, if it is any use protesting to these people." — [6, 1374, 231, 1637]
article-warship-movements — [1025, 1130, 1252, 1225]
press-credit: Press Association. — [589, 1061, 659, 1072]
article-paragraph: "Superintendents at Wellington and Auckland, now receiving £450 to £480, will in future receive £440 to £500, rising by six annual increments of £10 per year. Those at Christchurch and Dunedin, now receiving £420 to £460, will receive £440 to £470, with three increments of £10 every two years. Inspectors (£330 to £410) will receive £360 to £420, with six annual increments of £10. Sub-inspectors (£290 to £310) will receive £310 to £340, with three biennial increments of £10. Senior sergeants (12s 6d to 13s 6d a day) will receive 13s 6d to 15s, with three increments of sixpence a day every two years. Sergeants (10s 6d to 12s) will receive 11s to 12s 6d, with the same increase as senior sergeants. No alteration has been made in the pay of constables (8s to 10s 6d) or chief detectives (16s 6d to 16s 6d). Detective sergeants (13s to 15s) will receive 14s to 15s, with two increments of 6d per diem on every two years. Detectives (10s to 12s) will receive 10s 6d to 13s 6d, with three increments of 1s a day every three years. — [511, 732, 738, 958]
dateline: SYDNEY, February 10. — [1092, 188, 1184, 199]
byline: By Telegraph—Press Association—Copyright — [1527, 136, 1692, 146]
advertisement-text: "Who shall decide when doctors disagree?" They don't when the subject is Brandy. It is "Martell" every time. — [511, 1731, 738, 1754]
article-headline: CRICKET — [1099, 421, 1177, 439]
dateline: SYDNEY, February 10. — [1092, 577, 1184, 587]
article-gale-in-britain — [1025, 968, 1252, 1124]
article-paragraph: Inquiries made to-day disclosed the fact that the majority of those who attended the picnic of Messrs Weeks, Limited, at Rangiora on Saturday suffered from the effects of ptomaine poisoning were well enough to resume work as usual this morning, though some were rather dizzy after their unpleasant experience. — [511, 1088, 738, 1159]
article-paragraph: The "Schlesische Zeitung" remarks that Admiral von Tirpitz made merely a friendly theoretical declaration. — [1527, 684, 1754, 706]
section-headline: THE "HERESY HUNT" — [1292, 52, 1487, 111]
article-paragraph: The "Englische Rundschau" says that Germany will only be sufficiently protected when the proportion of her Navy is one and a half to one. — [1527, 645, 1754, 679]
news-paragraph: "The police are strictly prohibited from replying to any unauthorised inquiries made by individuals or societies seeking information as to the character, respectability, or financial position of persons residing in their districts. If information of a general nature, or statistics, is applied for, instructions must be obtained from headquarters," states the new police regulations. — [6, 299, 231, 381]
